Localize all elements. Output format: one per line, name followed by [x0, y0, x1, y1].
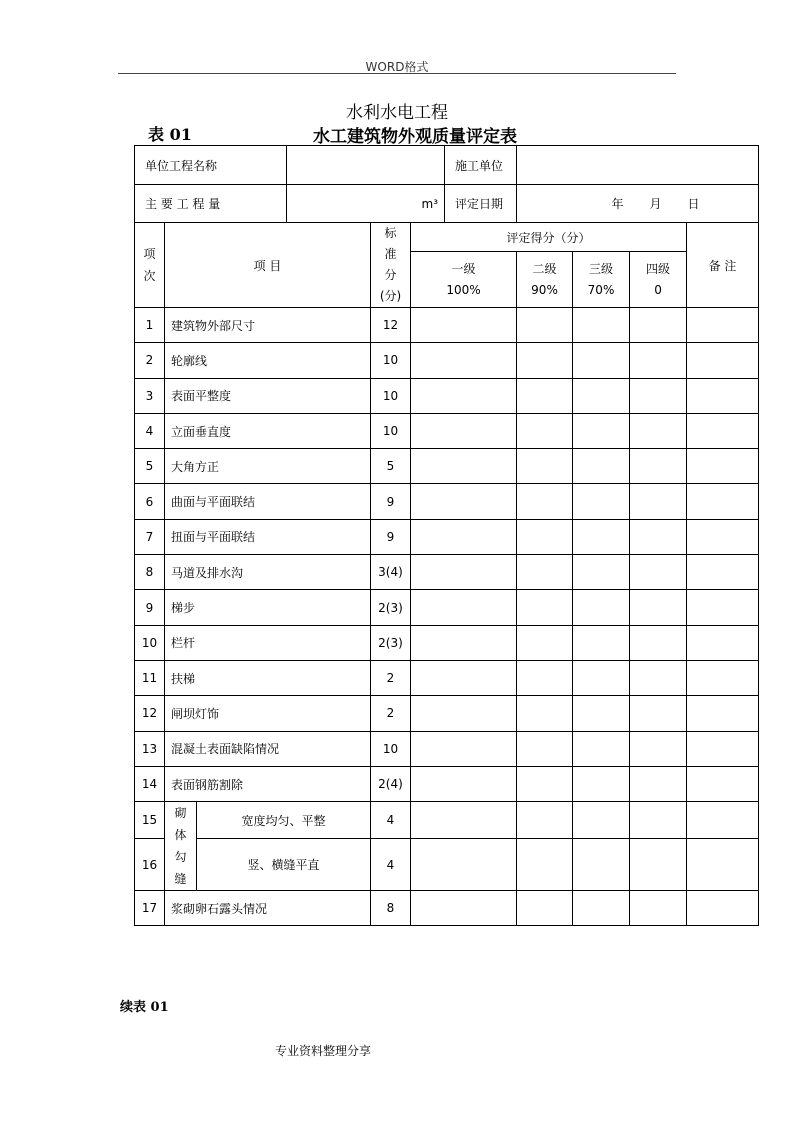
score-cell[interactable]	[517, 696, 573, 731]
table-row	[135, 484, 759, 519]
masonry-group-label	[165, 802, 197, 891]
grade4-header	[630, 252, 687, 308]
grade1-label: 一级	[451, 261, 476, 276]
contractor-value[interactable]	[517, 146, 759, 185]
row-std: 3(4)	[371, 555, 411, 590]
score-cell[interactable]	[517, 625, 573, 660]
score-cell[interactable]	[630, 625, 687, 660]
score-cell[interactable]	[517, 555, 573, 590]
grade3-pct: 70%	[587, 282, 615, 297]
table-row	[135, 449, 759, 484]
row-name: 建筑物外部尺寸	[165, 308, 371, 343]
form-title: 水工建筑物外观质量评定表	[313, 127, 517, 147]
col-no-text: 项 次	[143, 247, 156, 283]
remark-cell[interactable]	[687, 696, 759, 731]
row-std: 2	[371, 696, 411, 731]
row-name: 混凝土表面缺陷情况	[165, 731, 371, 766]
column-header-row-1	[135, 223, 759, 252]
score-cell[interactable]	[411, 891, 517, 926]
row-no: 5	[135, 449, 165, 484]
score-cell[interactable]	[573, 839, 630, 891]
score-cell[interactable]	[411, 660, 517, 695]
score-cell[interactable]	[630, 484, 687, 519]
score-cell[interactable]	[573, 343, 630, 378]
score-cell[interactable]	[411, 555, 517, 590]
row-no: 10	[135, 625, 165, 660]
table-row	[135, 802, 759, 839]
row-no: 9	[135, 590, 165, 625]
score-cell[interactable]	[411, 308, 517, 343]
score-cell[interactable]	[573, 555, 630, 590]
score-cell[interactable]	[630, 519, 687, 554]
score-cell[interactable]	[573, 519, 630, 554]
score-cell[interactable]	[630, 590, 687, 625]
score-cell[interactable]	[573, 308, 630, 343]
score-cell[interactable]	[630, 766, 687, 801]
score-cell[interactable]	[573, 413, 630, 448]
row-std: 2(3)	[371, 625, 411, 660]
grade1-header	[411, 252, 517, 308]
score-cell[interactable]	[573, 590, 630, 625]
row-name: 大角方正	[165, 449, 371, 484]
row-name: 扶梯	[165, 660, 371, 695]
score-cell[interactable]	[411, 343, 517, 378]
row-name: 轮廓线	[165, 343, 371, 378]
score-cell[interactable]	[411, 519, 517, 554]
score-cell[interactable]	[630, 555, 687, 590]
table-row	[135, 413, 759, 448]
row-no: 3	[135, 378, 165, 413]
row-name: 宽度均匀、平整	[197, 802, 371, 839]
remark-cell[interactable]	[687, 378, 759, 413]
row-std: 2	[371, 660, 411, 695]
row-std: 12	[371, 308, 411, 343]
score-cell[interactable]	[517, 378, 573, 413]
row-no: 14	[135, 766, 165, 801]
remark-cell[interactable]	[687, 590, 759, 625]
month-label: 月	[649, 197, 662, 211]
unit-name-label: 单位工程名称	[135, 146, 287, 185]
remark-cell[interactable]	[687, 802, 759, 839]
quantity-label: 主 要 工 程 量	[135, 185, 287, 223]
row-name: 表面平整度	[165, 378, 371, 413]
score-cell[interactable]	[411, 378, 517, 413]
table-row	[135, 625, 759, 660]
row-std: 2(3)	[371, 590, 411, 625]
remark-cell[interactable]	[687, 766, 759, 801]
table-row	[135, 308, 759, 343]
row-std: 10	[371, 378, 411, 413]
row-std: 10	[371, 413, 411, 448]
row-std: 8	[371, 891, 411, 926]
remark-cell[interactable]	[687, 519, 759, 554]
item-rows	[135, 308, 759, 802]
score-cell[interactable]	[630, 308, 687, 343]
score-cell[interactable]	[573, 766, 630, 801]
grade3-label: 三级	[589, 261, 614, 276]
header-rule	[118, 73, 676, 74]
score-cell[interactable]	[630, 802, 687, 839]
row-name: 竖、横缝平直	[197, 839, 371, 891]
score-cell[interactable]	[411, 766, 517, 801]
remark-cell[interactable]	[687, 555, 759, 590]
info-row-1	[135, 146, 759, 185]
score-cell[interactable]	[411, 590, 517, 625]
row-no: 6	[135, 484, 165, 519]
score-cell[interactable]	[517, 766, 573, 801]
table-row	[135, 660, 759, 695]
grade2-pct: 90%	[531, 282, 558, 297]
score-cell[interactable]	[517, 519, 573, 554]
row-std: 10	[371, 731, 411, 766]
grade2-label: 二级	[532, 261, 557, 276]
score-cell[interactable]	[573, 731, 630, 766]
score-cell[interactable]	[630, 378, 687, 413]
table-row	[135, 731, 759, 766]
row-no: 13	[135, 731, 165, 766]
score-cell[interactable]	[411, 484, 517, 519]
table-row	[135, 519, 759, 554]
score-cell[interactable]	[573, 484, 630, 519]
unit-name-value[interactable]	[287, 146, 445, 185]
score-cell[interactable]	[573, 891, 630, 926]
row-std: 9	[371, 484, 411, 519]
score-cell[interactable]	[517, 891, 573, 926]
row-no: 8	[135, 555, 165, 590]
date-value[interactable]	[517, 185, 759, 223]
assessment-table	[134, 145, 759, 926]
remark-cell[interactable]	[687, 413, 759, 448]
remark-cell[interactable]	[687, 308, 759, 343]
score-cell[interactable]	[573, 625, 630, 660]
row-name: 浆砌卵石露头情况	[165, 891, 371, 926]
table-row	[135, 590, 759, 625]
score-cell[interactable]	[517, 802, 573, 839]
score-cell[interactable]	[573, 696, 630, 731]
grade2-header	[517, 252, 573, 308]
organization-title: 水利水电工程	[346, 103, 448, 123]
remark-cell[interactable]	[687, 839, 759, 891]
score-cell[interactable]	[630, 413, 687, 448]
info-row-2	[135, 185, 759, 223]
table-row	[135, 378, 759, 413]
row-std: 5	[371, 449, 411, 484]
table-row	[135, 696, 759, 731]
row-name: 闸坝灯饰	[165, 696, 371, 731]
score-cell[interactable]	[517, 308, 573, 343]
score-cell[interactable]	[630, 449, 687, 484]
row-name: 梯步	[165, 590, 371, 625]
table-row	[135, 343, 759, 378]
row-std: 4	[371, 839, 411, 891]
score-cell[interactable]	[411, 449, 517, 484]
row-no: 2	[135, 343, 165, 378]
score-cell[interactable]	[630, 839, 687, 891]
score-cell[interactable]	[630, 731, 687, 766]
grade4-label: 四级	[646, 261, 671, 276]
row-name: 栏杆	[165, 625, 371, 660]
table-number: 表 01	[148, 125, 192, 144]
col-remark-header: 备 注	[687, 223, 759, 308]
score-cell[interactable]	[517, 590, 573, 625]
contractor-label: 施工单位	[445, 146, 517, 185]
score-cell[interactable]	[573, 449, 630, 484]
table-row	[135, 766, 759, 801]
score-cell[interactable]	[630, 343, 687, 378]
row-name: 曲面与平面联结	[165, 484, 371, 519]
table-row	[135, 891, 759, 926]
score-cell[interactable]	[630, 696, 687, 731]
remark-cell[interactable]	[687, 625, 759, 660]
masonry-group-text: 砌 体 勾 缝	[174, 806, 187, 887]
score-cell[interactable]	[517, 839, 573, 891]
score-cell[interactable]	[411, 731, 517, 766]
col-item-header: 项 目	[165, 223, 371, 308]
page-footer: 专业资料整理分享	[275, 1044, 372, 1058]
quantity-unit[interactable]: m³	[287, 185, 445, 223]
row-no: 17	[135, 891, 165, 926]
score-cell[interactable]	[573, 378, 630, 413]
col-std-text: 标 准 分 (分)	[379, 226, 402, 303]
year-label: 年	[611, 197, 624, 211]
table-row	[135, 839, 759, 891]
row-no: 16	[135, 839, 165, 891]
row-name: 立面垂直度	[165, 413, 371, 448]
row-name: 表面钢筋割除	[165, 766, 371, 801]
date-label: 评定日期	[445, 185, 517, 223]
row-no: 11	[135, 660, 165, 695]
grade4-pct: 0	[654, 282, 662, 297]
row-name: 扭面与平面联结	[165, 519, 371, 554]
score-group-header: 评定得分（分）	[411, 223, 687, 252]
score-cell[interactable]	[411, 802, 517, 839]
continued-label: 续表 01	[120, 1000, 169, 1015]
score-cell[interactable]	[573, 660, 630, 695]
remark-cell[interactable]	[687, 891, 759, 926]
score-cell[interactable]	[630, 660, 687, 695]
row-no: 7	[135, 519, 165, 554]
score-cell[interactable]	[517, 731, 573, 766]
row-no: 1	[135, 308, 165, 343]
row-std: 4	[371, 802, 411, 839]
col-no-header	[135, 223, 165, 308]
row-no: 4	[135, 413, 165, 448]
score-cell[interactable]	[517, 343, 573, 378]
grade1-pct: 100%	[446, 282, 481, 297]
row-std: 10	[371, 343, 411, 378]
remark-cell[interactable]	[687, 449, 759, 484]
score-cell[interactable]	[573, 802, 630, 839]
row-no: 12	[135, 696, 165, 731]
row-no: 15	[135, 802, 165, 839]
score-cell[interactable]	[411, 625, 517, 660]
page-header: WORD格式	[365, 60, 429, 74]
score-cell[interactable]	[517, 413, 573, 448]
row-std: 2(4)	[371, 766, 411, 801]
remark-cell[interactable]	[687, 731, 759, 766]
score-cell[interactable]	[411, 839, 517, 891]
day-label: 日	[687, 197, 700, 211]
remark-cell[interactable]	[687, 660, 759, 695]
remark-cell[interactable]	[687, 343, 759, 378]
grade3-header	[573, 252, 630, 308]
score-cell[interactable]	[411, 696, 517, 731]
table-row	[135, 555, 759, 590]
score-cell[interactable]	[517, 484, 573, 519]
col-std-header	[371, 223, 411, 308]
remark-cell[interactable]	[687, 484, 759, 519]
score-cell[interactable]	[517, 449, 573, 484]
row-std: 9	[371, 519, 411, 554]
score-cell[interactable]	[411, 413, 517, 448]
score-cell[interactable]	[517, 660, 573, 695]
score-cell[interactable]	[630, 891, 687, 926]
row-name: 马道及排水沟	[165, 555, 371, 590]
